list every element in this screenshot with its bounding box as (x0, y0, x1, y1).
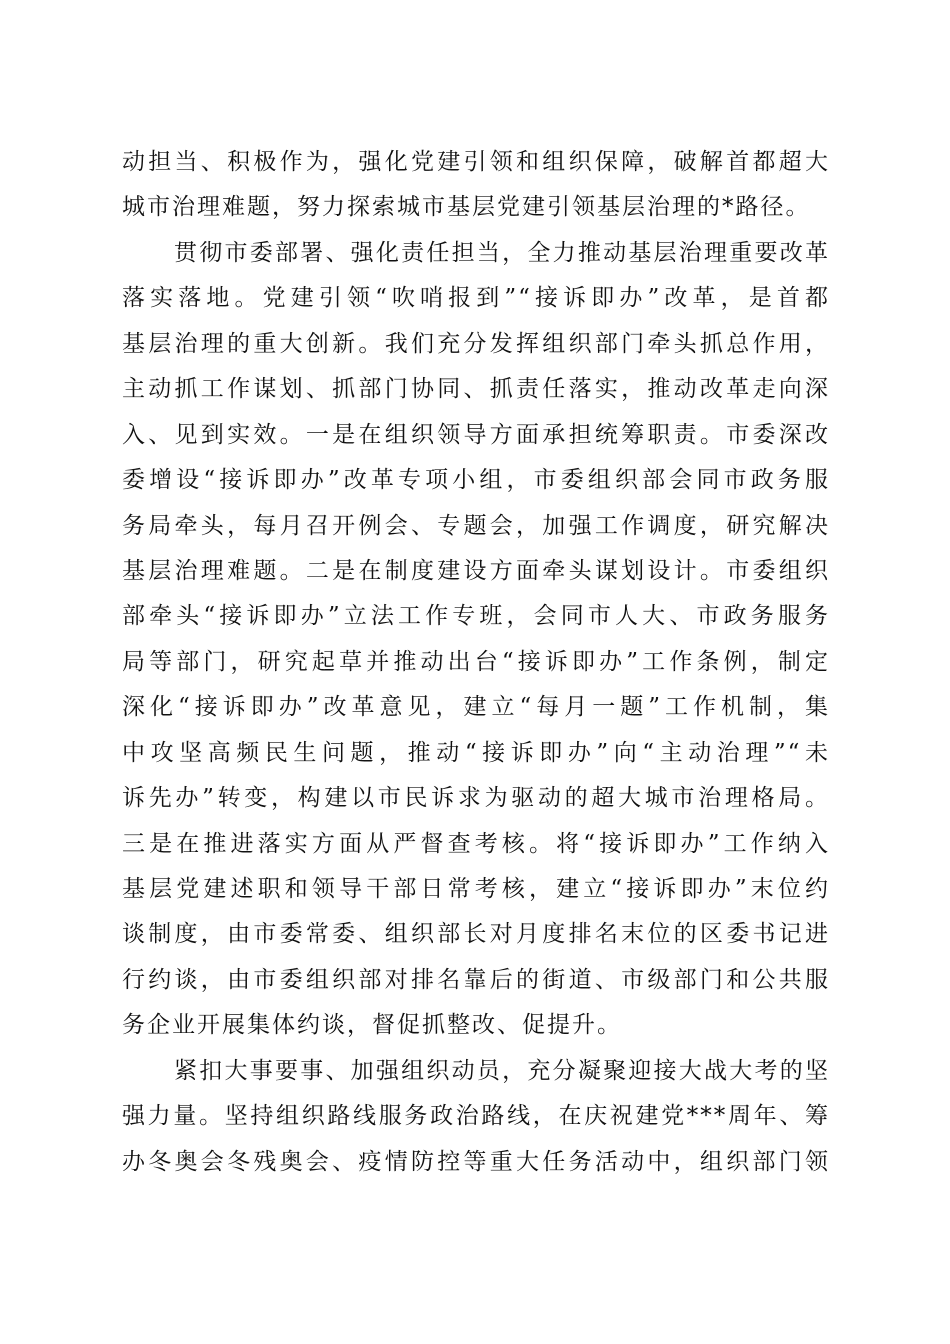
text-line: 局等部门，研究起草并推动出台“接诉即办”工作条例，制定 (122, 648, 830, 675)
text-line: 强力量。坚持组织路线服务政治路线，在庆祝建党***周年、筹 (122, 1103, 830, 1130)
text-line: 深化“接诉即办”改革意见，建立“每月一题”工作机制，集 (122, 694, 830, 721)
text-line: 贯彻市委部署、强化责任担当，全力推动基层治理重要改革 (174, 239, 830, 266)
text-line: 三是在推进落实方面从严督查考核。将“接诉即办”工作纳入 (122, 830, 830, 857)
text-line: 部牵头“接诉即办”立法工作专班，会同市人大、市政务服务 (122, 603, 830, 630)
paragraph (122, 1049, 830, 1185)
text-line: 基层治理难题。二是在制度建设方面牵头谋划设计。市委组织 (122, 557, 830, 584)
text-line: 中攻坚高频民生问题，推动“接诉即办”向“主动治理”“未 (122, 739, 830, 766)
text-line: 主动抓工作谋划、抓部门协同、抓责任落实，推动改革走向深 (122, 376, 830, 403)
text-line: 落实落地。党建引领“吹哨报到”“接诉即办”改革，是首都 (122, 285, 830, 312)
text-line: 基层党建述职和领导干部日常考核，建立“接诉即办”末位约 (122, 876, 830, 902)
text-line: 入、见到实效。一是在组织领导方面承担统筹职责。市委深改 (122, 421, 830, 448)
text-line: 动担当、积极作为，强化党建引领和组织保障，破解首都超大 (122, 149, 830, 175)
text-line: 行约谈，由市委组织部对排名靠后的街道、市级部门和公共服 (122, 966, 830, 993)
text-line: 谈制度，由市委常委、组织部长对月度排名末位的区委书记进 (122, 921, 830, 948)
text-line: 城市治理难题，努力探索城市基层党建引领基层治理的*路径。 (122, 194, 811, 221)
document-body (122, 140, 830, 1185)
paragraph (122, 140, 830, 231)
text-line: 基层治理的重大创新。我们充分发挥组织部门牵头抓总作用， (122, 330, 830, 357)
text-line: 办冬奥会冬残奥会、疫情防控等重大任务活动中，组织部门领 (122, 1148, 830, 1175)
paragraph (122, 231, 830, 1049)
text-line: 务局牵头，每月召开例会、专题会，加强工作调度，研究解决 (122, 512, 830, 539)
text-line: 诉先办”转变，构建以市民诉求为驱动的超大城市治理格局。 (122, 785, 830, 812)
text-line: 委增设“接诉即办”改革专项小组，市委组织部会同市政务服 (122, 467, 830, 494)
text-line: 紧扣大事要事、加强组织动员，充分凝聚迎接大战大考的坚 (174, 1057, 830, 1084)
text-line: 务企业开展集体约谈，督促抓整改、促提升。 (122, 1012, 622, 1039)
